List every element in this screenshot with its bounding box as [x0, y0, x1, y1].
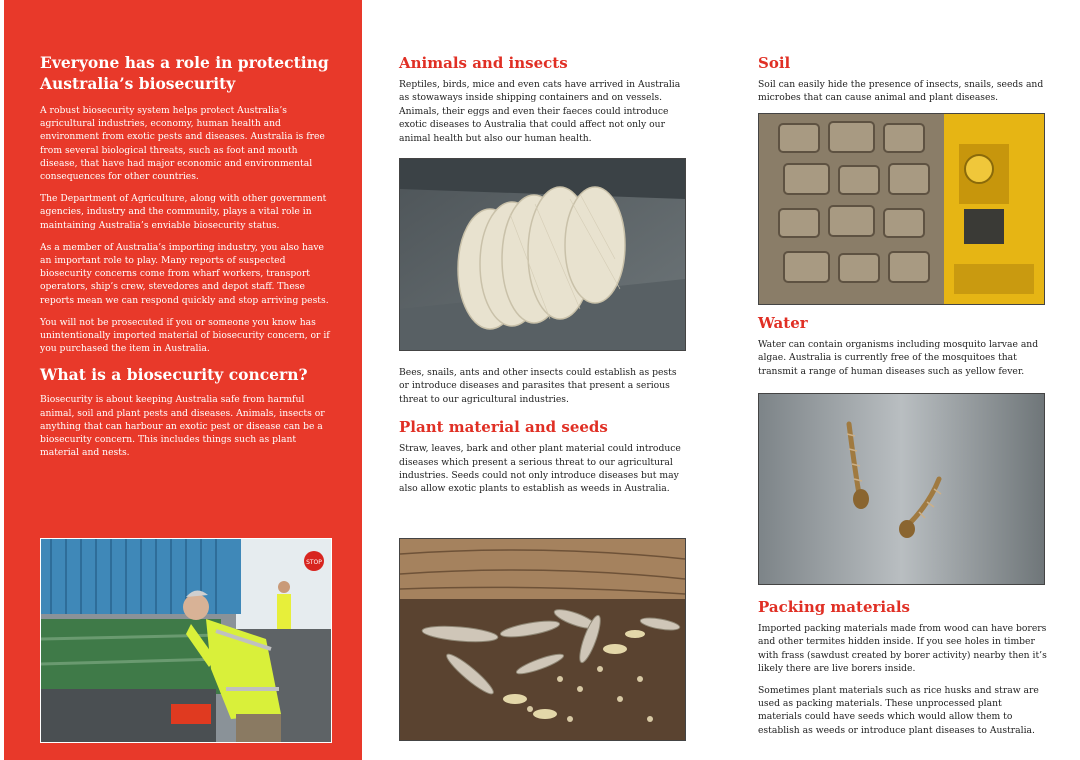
beehive-photo — [399, 158, 686, 351]
middle-column-lower — [399, 366, 689, 504]
water-heading: Water — [758, 314, 808, 332]
mosquito-larvae-photo — [758, 393, 1045, 585]
concern-heading: What is a biosecurity concern? — [40, 365, 308, 385]
container-inspection-illustration — [41, 539, 331, 742]
right-column — [758, 52, 1048, 113]
intro-paragraph: The Department of Agriculture, along with other government agencies, industry and the community, plays a vital role in maintaining Australia’s enviable biosecurity status. — [40, 193, 327, 231]
soil-tyre-photo — [758, 113, 1045, 305]
water-section — [758, 312, 1048, 386]
termites-photo — [399, 538, 686, 741]
animals-paragraph: Reptiles, birds, mice and even cats have arrived in Australia as stowaways inside shipping containers and on vessels. Animals, their eggs and even their faeces could introduce exotic diseases to Australia that could affect not only our animal health but also our human health. — [399, 79, 681, 144]
intro-heading: Everyone has a role in protecting Australia’s biosecurity — [40, 53, 329, 93]
plant-heading: Plant material and seeds — [399, 418, 608, 437]
stop-sign-text: STOP — [306, 559, 322, 566]
plant-paragraph: Straw, leaves, bark and other plant material could introduce diseases which present a serious threat to our agricultural industries. Seeds could not only introduce diseases but may also allow exotic plants to establish as weeds in Australia. — [399, 443, 681, 495]
middle-column — [399, 52, 689, 153]
container-inspection-photo — [40, 538, 332, 743]
soil-tyre-illustration — [759, 114, 1044, 304]
concern-paragraph: Biosecurity is about keeping Australia safe from harmful animal, soil and plant pests and diseases. Animals, insects or anything that can harbour an exotic pest or disease can be a biosecurity concern. This includes things such as plant material and nests. — [40, 394, 325, 459]
intro-panel — [4, 0, 362, 760]
animals-heading: Animals and insects — [399, 54, 568, 72]
soil-paragraph: Soil can easily hide the presence of insects, snails, seeds and microbes that can cause animal and plant diseases. — [758, 79, 1044, 104]
packing-paragraph: Sometimes plant materials such as rice husks and straw are used as packing materials. These unprocessed plant materials could have seeds which would allow them to establish as weeds or introduce plant diseases to Australia. — [758, 684, 1039, 736]
intro-paragraph: As a member of Australia’s importing industry, you also have an important role to play. Many reports of suspected biosecurity concerns come from wharf workers, transport operators, ship’s crew, stevedores and depot staff. These reports mean we can respond quickly and stop arriving pests. — [40, 241, 329, 306]
packing-paragraph: Imported packing materials made from wood can have borers and other termites hidden inside. If you see holes in timber with frass (sawdust created by borer activity) nearby then it’s likely there are live borers inside. — [758, 623, 1047, 675]
intro-paragraph: A robust biosecurity system helps protect Australia’s agricultural industries, economy, human health and environment from exotic pests and diseases. Australia is free from several biological threats, such as foot and mouth disease, that have had major economic and environmental consequences for other countries. — [40, 105, 325, 183]
beehive-illustration — [400, 159, 685, 350]
intro-paragraph: You will not be prosecuted if you or someone you know has unintentionally imported material of biosecurity concern, or if you purchased the item in Australia. — [40, 316, 330, 355]
water-paragraph: Water can contain organisms including mosquito larvae and algae. Australia is currently free of the mosquitoes that transmit a range of human diseases such as yellow fever. — [758, 339, 1039, 377]
packing-section — [758, 596, 1048, 745]
soil-heading: Soil — [758, 54, 791, 72]
termites-illustration — [400, 539, 685, 740]
mosquito-larvae-illustration — [759, 394, 1044, 584]
insects-paragraph: Bees, snails, ants and other insects could establish as pests or introduce diseases and parasites that present a serious threat to our agricultural industries. — [399, 367, 677, 405]
packing-heading: Packing materials — [758, 598, 910, 616]
